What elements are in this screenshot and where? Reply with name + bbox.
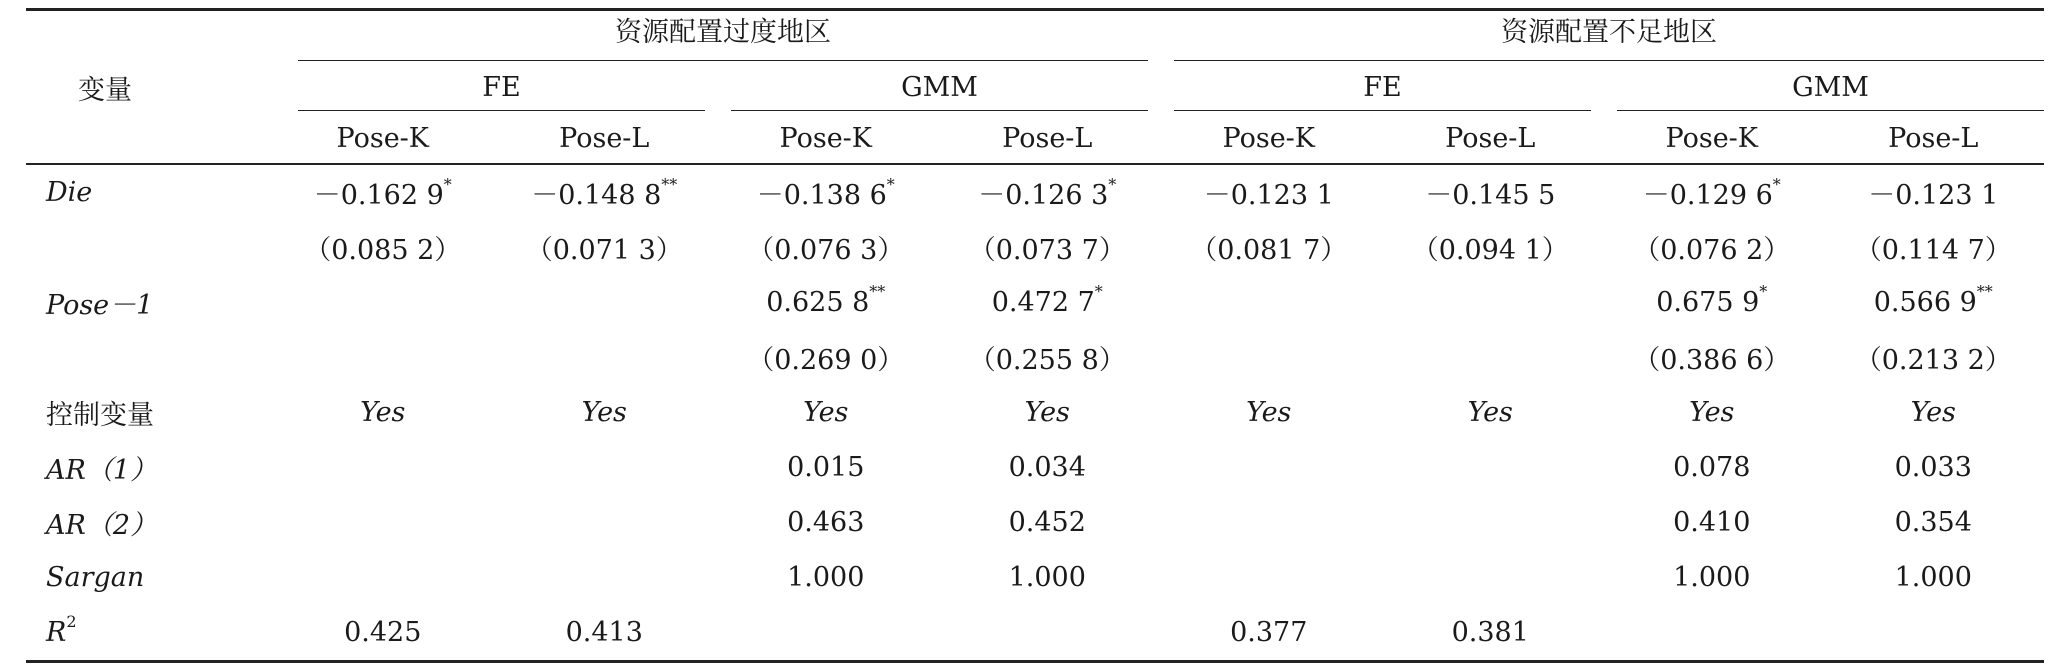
table-cell (272, 220, 494, 275)
regression-table (26, 8, 2044, 663)
table-cell (494, 164, 716, 220)
table-row (26, 275, 2044, 330)
cell-value: （0.255 8） (968, 345, 1126, 376)
table-cell (272, 330, 494, 385)
cell-value: 0.410 (1673, 507, 1751, 538)
table-row (26, 550, 2044, 605)
cell-value: 0.452 (1008, 507, 1086, 538)
significance-marker: * (1094, 282, 1103, 301)
table-cell (1158, 275, 1380, 330)
cell-value: 0.425 (344, 617, 422, 648)
cell-value: （0.071 3） (525, 235, 683, 266)
cell-value: 0.354 (1894, 507, 1972, 538)
column-header: Pose-K (715, 113, 937, 164)
cell-value: 0.381 (1451, 617, 1529, 648)
cell-value: 0.015 (787, 452, 865, 483)
table-cell (494, 495, 716, 550)
cell-value: （0.094 1） (1411, 235, 1569, 266)
table-cell (937, 605, 1159, 662)
header-row-methods (26, 63, 2044, 113)
cell-value: －0.123 1 (1868, 180, 1999, 211)
cell-value: 0.566 9 (1873, 287, 1977, 318)
table-cell (1380, 330, 1602, 385)
cell-value: （0.073 7） (968, 235, 1126, 266)
table-cell (272, 440, 494, 495)
row-label (26, 605, 272, 662)
cell-value: 1.000 (1008, 562, 1086, 593)
table-cell (1158, 220, 1380, 275)
table-cell (1601, 164, 1823, 220)
significance-marker: * (1759, 282, 1768, 301)
table-cell (715, 275, 937, 330)
table-cell (715, 385, 937, 440)
table-cell (272, 495, 494, 550)
table-cell (1158, 605, 1380, 662)
table-cell (1158, 385, 1380, 440)
cell-value: －0.123 1 (1203, 180, 1334, 211)
significance-marker: ** (661, 175, 678, 194)
table-cell (1380, 385, 1602, 440)
table-cell (937, 385, 1159, 440)
table-cell (1158, 495, 1380, 550)
row-label (26, 385, 272, 440)
row-label (26, 164, 272, 220)
cell-value: Yes (581, 397, 627, 428)
cell-value: 0.033 (1894, 452, 1972, 483)
cell-value: 0.463 (787, 507, 865, 538)
table-cell (1158, 330, 1380, 385)
row-label-text: AR（1） (46, 455, 158, 486)
cell-value: 0.377 (1230, 617, 1308, 648)
table-cell (1601, 495, 1823, 550)
header-row-columns (26, 113, 2044, 164)
variable-header: 变量 (26, 10, 272, 165)
table-cell (715, 605, 937, 662)
group-header-shortage (1158, 10, 2044, 64)
table-cell (1823, 385, 2045, 440)
table-row (26, 330, 2044, 385)
table-row (26, 164, 2044, 220)
column-header: Pose-K (1601, 113, 1823, 164)
cell-value: 0.078 (1673, 452, 1751, 483)
row-label-superscript: 2 (66, 612, 77, 631)
cell-value: 0.675 9 (1656, 287, 1760, 318)
method-header-label: FE (298, 66, 705, 111)
cell-value: （0.076 3） (747, 235, 905, 266)
row-label (26, 220, 272, 275)
table-cell (1380, 550, 1602, 605)
table-cell (1823, 275, 2045, 330)
table-cell (715, 164, 937, 220)
column-header: Pose-L (1380, 113, 1602, 164)
table-cell (1380, 275, 1602, 330)
table-cell (272, 605, 494, 662)
group-header-shortage-label: 资源配置不足地区 (1174, 14, 2044, 61)
table-cell (494, 220, 716, 275)
significance-marker: * (886, 175, 895, 194)
group-header-excess (272, 10, 1158, 64)
cell-value: （0.076 2） (1633, 235, 1791, 266)
cell-value: Yes (1246, 397, 1292, 428)
table-cell (1380, 605, 1602, 662)
row-label (26, 550, 272, 605)
method-header-gmm-excess (715, 63, 1158, 113)
significance-marker: ** (1976, 282, 1993, 301)
table-row (26, 220, 2044, 275)
cell-value: Yes (1467, 397, 1513, 428)
row-label-text: 控制变量 (46, 400, 154, 431)
table-cell (715, 440, 937, 495)
cell-value: Yes (1689, 397, 1735, 428)
table-row (26, 495, 2044, 550)
cell-value: －0.148 8 (531, 180, 662, 211)
cell-value: （0.114 7） (1854, 235, 2012, 266)
table-row (26, 605, 2044, 662)
table-cell (937, 164, 1159, 220)
row-label-text: AR（2） (46, 510, 158, 541)
cell-value: －0.145 5 (1425, 180, 1556, 211)
table-cell (1601, 440, 1823, 495)
table-cell (1823, 330, 2045, 385)
table-cell (1601, 330, 1823, 385)
row-label (26, 440, 272, 495)
method-header-label: FE (1174, 66, 1591, 111)
significance-marker: * (443, 175, 452, 194)
cell-value: Yes (1024, 397, 1070, 428)
cell-value: Yes (360, 397, 406, 428)
table-cell (494, 385, 716, 440)
significance-marker: * (1108, 175, 1117, 194)
table-row (26, 385, 2044, 440)
table-cell (272, 550, 494, 605)
table-cell (494, 605, 716, 662)
table-cell (494, 330, 716, 385)
method-header-fe-shortage (1158, 63, 1601, 113)
table-cell (937, 495, 1159, 550)
method-header-fe-excess (272, 63, 715, 113)
table-cell (937, 275, 1159, 330)
table-cell (272, 164, 494, 220)
header-row-groups (26, 10, 2044, 64)
cell-value: 0.472 7 (991, 287, 1095, 318)
table-cell (1601, 550, 1823, 605)
significance-marker: ** (869, 282, 886, 301)
table-cell (1823, 605, 2045, 662)
table-cell (1601, 605, 1823, 662)
cell-value: －0.129 6 (1642, 180, 1773, 211)
cell-value: －0.138 6 (756, 180, 887, 211)
table-cell (494, 550, 716, 605)
table-cell (1380, 220, 1602, 275)
table-cell (937, 550, 1159, 605)
cell-value: 0.034 (1008, 452, 1086, 483)
group-header-excess-label: 资源配置过度地区 (298, 14, 1148, 61)
cell-value: 1.000 (1894, 562, 1972, 593)
table-cell (1601, 220, 1823, 275)
cell-value: －0.162 9 (313, 180, 444, 211)
method-header-label: GMM (731, 66, 1148, 111)
significance-marker: * (1772, 175, 1781, 194)
cell-value: 1.000 (787, 562, 865, 593)
cell-value: （0.085 2） (304, 235, 462, 266)
row-label (26, 275, 272, 330)
cell-value: （0.386 6） (1633, 345, 1791, 376)
table-cell (715, 550, 937, 605)
table-cell (715, 330, 937, 385)
table-cell (1380, 440, 1602, 495)
cell-value: （0.269 0） (747, 345, 905, 376)
table-cell (1380, 495, 1602, 550)
table-cell (1823, 495, 2045, 550)
table-cell (937, 330, 1159, 385)
table-body (26, 164, 2044, 662)
cell-value: 1.000 (1673, 562, 1751, 593)
column-header: Pose-L (494, 113, 716, 164)
column-header: Pose-L (1823, 113, 2045, 164)
table-cell (1823, 550, 2045, 605)
table-cell (1601, 275, 1823, 330)
row-label (26, 495, 272, 550)
row-label-text: Sargan (46, 562, 145, 593)
table-cell (1601, 385, 1823, 440)
method-header-gmm-shortage (1601, 63, 2044, 113)
table-cell (1823, 164, 2045, 220)
table-cell (715, 220, 937, 275)
table-cell (1158, 440, 1380, 495)
cell-value: Yes (803, 397, 849, 428)
row-label-text: R (46, 617, 67, 648)
column-header: Pose-K (272, 113, 494, 164)
column-header: Pose-L (937, 113, 1159, 164)
row-label-text: Die (46, 177, 93, 208)
table-cell (1823, 220, 2045, 275)
cell-value: －0.126 3 (978, 180, 1109, 211)
method-header-label: GMM (1617, 66, 2044, 111)
table-cell (1380, 164, 1602, 220)
table-cell (272, 275, 494, 330)
cell-value: 0.625 8 (766, 287, 870, 318)
table-cell (494, 440, 716, 495)
table-cell (272, 385, 494, 440)
column-header: Pose-K (1158, 113, 1380, 164)
row-label (26, 330, 272, 385)
cell-value: Yes (1910, 397, 1956, 428)
table-cell (1158, 164, 1380, 220)
table-cell (1823, 440, 2045, 495)
cell-value: （0.081 7） (1190, 235, 1348, 266)
cell-value: 0.413 (565, 617, 643, 648)
table-cell (937, 440, 1159, 495)
table-cell (1158, 550, 1380, 605)
table-cell (494, 275, 716, 330)
cell-value: （0.213 2） (1854, 345, 2012, 376)
table-row (26, 440, 2044, 495)
table-cell (937, 220, 1159, 275)
row-label-text: Pose－1 (46, 290, 154, 321)
table-cell (715, 495, 937, 550)
